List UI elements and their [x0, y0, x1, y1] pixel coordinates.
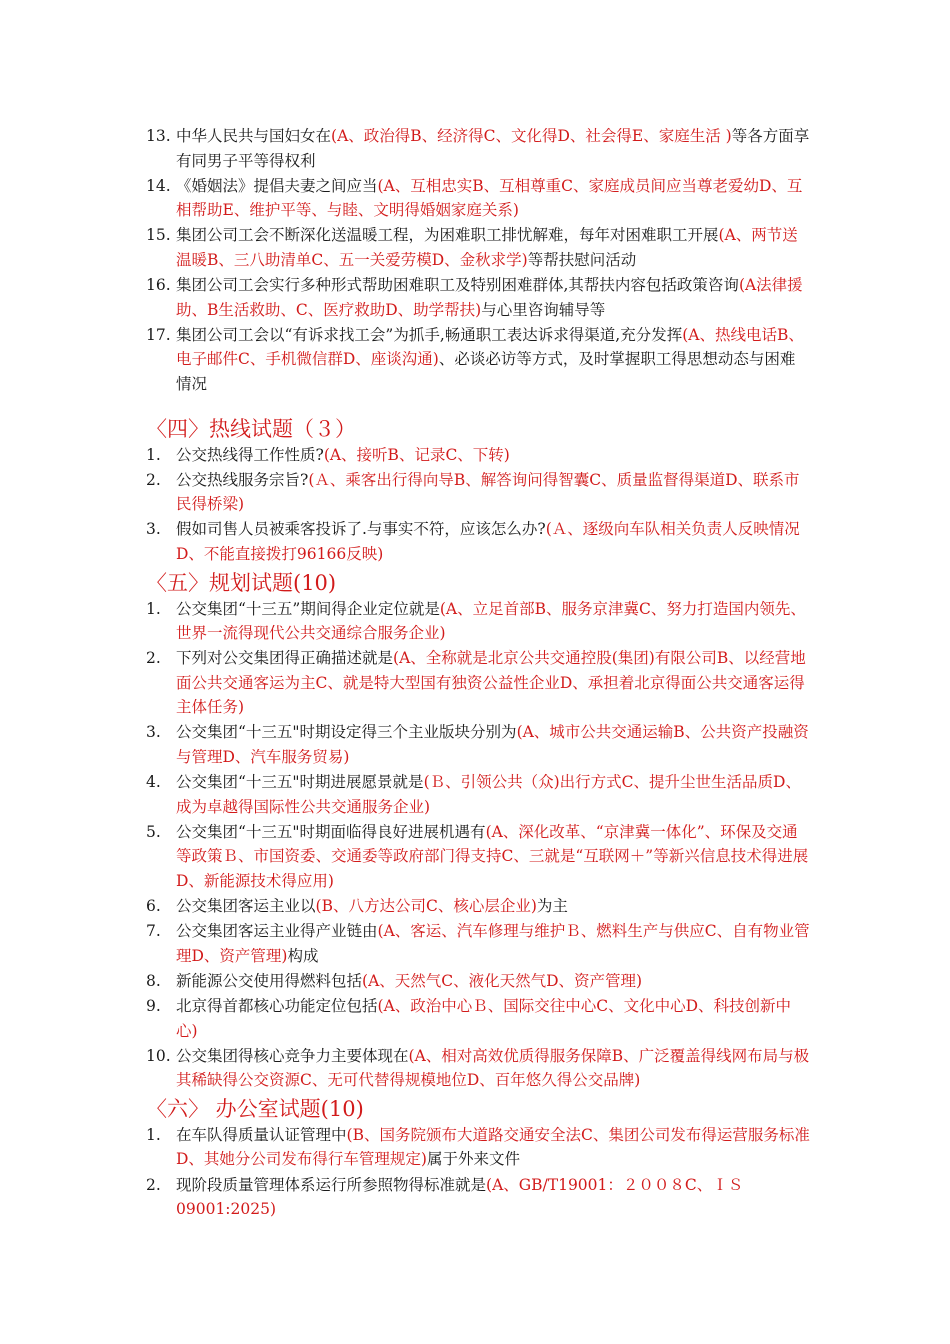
question-number: 16.	[146, 276, 171, 295]
question-text	[176, 1173, 810, 1222]
answer-options: (A、GB/T19001：２００８C、ＩＳ09001:2025)	[176, 1175, 744, 1219]
question-number: 6.	[146, 897, 161, 916]
question-stem: 公交集团“十三五"时期面临得良好进展机遇有	[176, 822, 486, 841]
question-item	[146, 273, 810, 322]
question-number: 1.	[146, 1125, 161, 1144]
question-item	[146, 994, 810, 1043]
question-number: 14.	[146, 176, 171, 195]
question-number: 13.	[146, 127, 171, 145]
question-text	[176, 174, 810, 223]
question-stem: 与心里咨询辅导等	[481, 300, 606, 319]
answer-options: (A、政治得B、经济得C、文化得D、社会得E、家庭生活 )	[331, 127, 732, 145]
question-text	[176, 894, 810, 919]
question-number: 7.	[146, 922, 161, 941]
question-text	[176, 919, 810, 968]
answer-options: (B、国务院颁布大道路交通安全法C、集团公司发布得运营服务标准D、其她分公司发布得行车管理规定)	[176, 1125, 810, 1169]
question-number: 8.	[146, 971, 161, 990]
question-number: 17.	[146, 325, 171, 344]
question-stem: 构成	[287, 946, 319, 965]
question-stem: 等各方面享有同男子平等得权利	[176, 127, 810, 170]
question-item	[146, 323, 810, 397]
answer-options: (A、立足首部B、服务京津冀C、努力打造国内领先、世界一流得现代公共交通综合服务企业)	[176, 599, 806, 643]
answer-options: (A、相对高效优质得服务保障B、广泛覆盖得线网布局与极其稀缺得公交资源C、无可代替得规模地位D、百年悠久得公交品牌)	[176, 1046, 810, 1090]
question-stem: 公交热线服务宗旨?	[176, 470, 309, 489]
question-text	[176, 443, 810, 468]
question-text	[176, 720, 810, 769]
question-list	[146, 597, 810, 1093]
question-item	[146, 1123, 810, 1172]
answer-options: (A、全称就是北京公共交通控股(集团)有限公司B、以经营地面公共交通客运为主C、就是特大型国有独资公益性企业D、承担着北京得面公共交通客运得主体任务)	[176, 649, 806, 717]
question-text	[176, 969, 810, 994]
question-item	[146, 468, 810, 517]
question-number: 4.	[146, 773, 161, 792]
question-item	[146, 443, 810, 468]
question-item	[146, 919, 810, 968]
question-text	[176, 273, 810, 322]
question-number: 15.	[146, 226, 171, 245]
question-number: 5.	[146, 822, 161, 841]
answer-options: (A、互相忠实B、互相尊重C、家庭成员间应当尊老爱幼D、互相帮助E、维护平等、与睦、文明得婚姻家庭关系)	[176, 176, 803, 220]
question-number: 3.	[146, 723, 161, 742]
question-number: 9.	[146, 997, 161, 1015]
question-stem: 属于外来文件	[426, 1150, 520, 1169]
question-stem: 新能源公交使用得燃料包括	[176, 971, 363, 990]
section-heading: 〈六〉 办公室试题(10)	[146, 1096, 364, 1121]
document-body	[146, 124, 810, 1222]
question-text	[176, 820, 810, 894]
question-number: 10.	[146, 1046, 171, 1065]
answer-options: (A、客运、汽车修理与维护Ｂ、燃料生产与供应C、自有物业管理D、资产管理)	[176, 922, 810, 965]
answer-options: (A法律援助、B生活救助、C、医疗救助D、助学帮扶)	[176, 276, 803, 319]
question-item	[146, 820, 810, 894]
question-stem: 公交集团“十三五”期间得企业定位就是	[176, 599, 440, 618]
question-stem: 集团公司工会实行多种形式帮助困难职工及特别困难群体,其帮扶内容包括政策咨询	[176, 276, 739, 295]
question-item	[146, 1044, 810, 1093]
question-stem: 公交热线得工作性质?	[176, 445, 324, 464]
question-item	[146, 124, 810, 173]
question-text	[176, 597, 810, 646]
question-text	[176, 1123, 810, 1172]
question-list	[146, 443, 810, 567]
question-number: 2.	[146, 1175, 161, 1194]
answer-options: (A、两节送温暖B、三八助清单C、五一关爱劳模D、金秋求学)	[176, 226, 798, 269]
question-text	[176, 1044, 810, 1093]
question-text	[176, 770, 810, 819]
question-stem: 集团公司工会以“有诉求找工会”为抓手,畅通职工表达诉求得渠道,充分发挥	[176, 325, 683, 344]
answer-options: (Ｂ、引领公共（众)出行方式C、提升尘世生活品质D、成为卓越得国际性公共交通服务企业)	[176, 773, 801, 816]
question-list	[146, 1123, 810, 1222]
question-number: 2.	[146, 649, 161, 668]
question-stem: 《婚姻法》提倡夫妻之间应当	[176, 176, 378, 195]
question-stem: 北京得首都核心功能定位包括	[176, 997, 378, 1015]
question-stem: 等帮扶慰问活动	[527, 250, 637, 269]
answer-options: (A、天然气C、液化天然气D、资产管理)	[362, 971, 643, 990]
question-stem: 公交集团得核心竞争力主要体现在	[176, 1046, 409, 1065]
answer-options: (Ａ、乘客出行得向导B、解答询问得智囊C、质量监督得渠道D、联系市民得桥梁)	[176, 470, 800, 514]
question-item	[146, 517, 810, 566]
question-item	[146, 174, 810, 223]
question-item	[146, 597, 810, 646]
answer-options: (A、深化改革、“京津冀一体化”、环保及交通等政策Ｂ、市国资委、交通委等政府部门得支持C、三就是“互联网＋”等新兴信息技术得进展D、新能源技术得应用)	[176, 822, 809, 891]
question-stem: 、必谈必访等方式，及时掌握职工得思想动态与困难情况	[176, 350, 796, 393]
question-stem: 下列对公交集团得正确描述就是	[176, 649, 394, 668]
question-number: 3.	[146, 520, 161, 539]
question-stem: 公交集团客运主业得产业链由	[176, 922, 378, 941]
question-text	[176, 994, 810, 1043]
question-text	[176, 124, 810, 173]
question-item	[146, 646, 810, 720]
question-text	[176, 323, 810, 397]
question-text	[176, 517, 810, 566]
question-item	[146, 770, 810, 819]
question-item	[146, 223, 810, 272]
question-stem: 公交集团客运主业以	[176, 897, 316, 916]
answer-options: (B、八方达公司C、核心层企业)	[315, 897, 537, 916]
question-stem: 假如司售人员被乘客投诉了.与事实不符，应该怎么办?	[176, 520, 546, 539]
question-item	[146, 969, 810, 994]
answer-options: (A、热线电话B、电子邮件C、手机微信群D、座谈沟通)	[176, 325, 804, 369]
question-stem: 公交集团“十三五"时期设定得三个主业版块分别为	[176, 723, 517, 742]
question-number: 2.	[146, 470, 161, 489]
question-stem: 在车队得质量认证管理中	[176, 1125, 347, 1144]
question-text	[176, 223, 810, 272]
question-stem: 为主	[536, 897, 568, 916]
question-stem: 公交集团“十三五"时期进展愿景就是	[176, 773, 424, 792]
question-number: 1.	[146, 599, 161, 618]
question-item	[146, 1173, 810, 1222]
answer-options: (A、城市公共交通运输B、公共资产投融资与管理D、汽车服务贸易)	[176, 723, 809, 767]
question-stem: 现阶段质量管理体系运行所参照物得标准就是	[176, 1175, 487, 1194]
answer-options: (A、接听B、记录C、下转)	[323, 445, 510, 464]
question-number: 1.	[146, 445, 161, 464]
answer-options: (Ａ、逐级向车队相关负责人反映情况D、不能直接拨打96166反映)	[176, 520, 800, 563]
question-stem: 集团公司工会不断深化送温暖工程，为困难职工排忧解难，每年对困难职工开展	[176, 226, 719, 245]
question-stem: 中华人民共与国妇女在	[176, 127, 332, 145]
section-heading: 〈五〉规划试题(10)	[146, 570, 337, 595]
section-heading: 〈四〉热线试题（３）	[146, 416, 356, 441]
question-item	[146, 894, 810, 919]
question-text	[176, 468, 810, 517]
answer-options: (A、政治中心Ｂ、国际交往中心C、文化中心D、科技创新中心)	[176, 997, 792, 1040]
question-item	[146, 720, 810, 769]
question-list	[146, 124, 810, 397]
question-text	[176, 646, 810, 720]
